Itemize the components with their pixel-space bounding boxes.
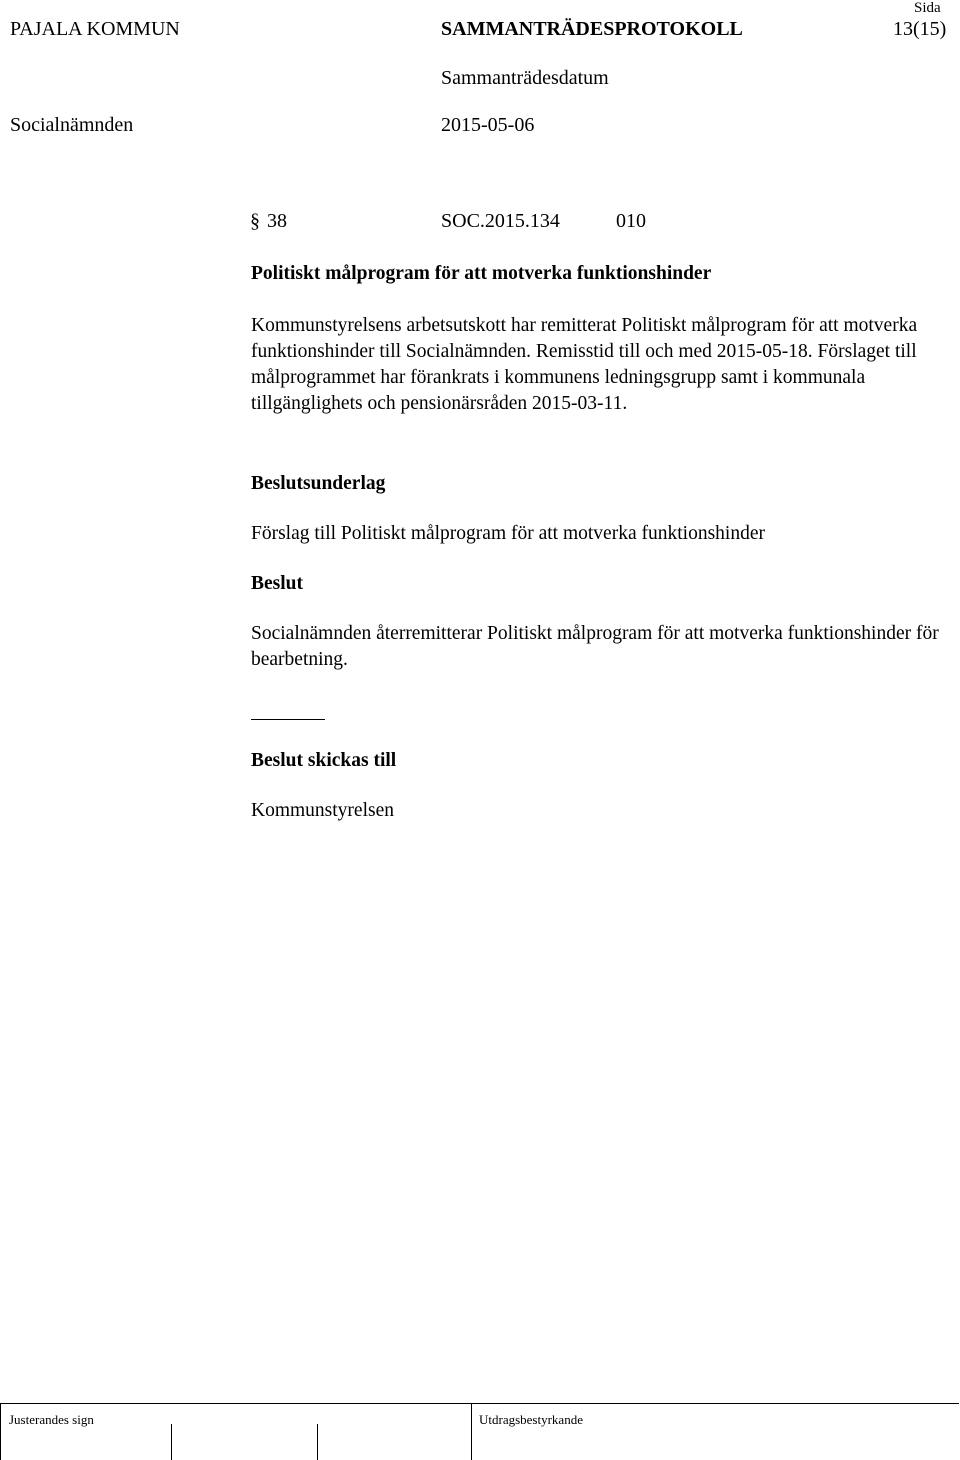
page-label: Sida — [914, 0, 941, 16]
separator-line — [251, 719, 325, 720]
signature-footer — [0, 1403, 959, 1460]
decision-text: Socialnämnden återremitterar Politiskt målprogram för att motverka funktionshinder för bearbetning. — [251, 623, 939, 670]
case-code: 010 — [616, 210, 646, 232]
decision-heading: Beslut — [251, 573, 304, 594]
document-title: SAMMANTRÄDESPROTOKOLL — [441, 18, 743, 40]
decision-basis-heading: Beslutsunderlag — [251, 473, 386, 494]
organization-name: PAJALA KOMMUN — [10, 18, 180, 40]
footer-center-divider — [471, 1404, 472, 1460]
recipients-heading: Beslut skickas till — [251, 750, 397, 771]
signature-box-divider — [171, 1424, 172, 1460]
item-title: Politiskt målprogram för att motverka funktionshinder — [251, 263, 712, 284]
page-number: 13(15) — [893, 18, 947, 40]
meeting-date-label: Sammanträdesdatum — [441, 67, 609, 89]
item-body-text: Kommunstyrelsens arbetsutskott har remitterat Politiskt målprogram för att motverka funktionshinder till Socialnämnden. Remisstid till och med 2015-05-18. Förslaget till målprogrammet har förankrats i kommunens ledningsgrupp samt i kommunala tillgänglighets och pensionärsråden 2015-03-11. — [251, 315, 918, 414]
decision-basis-text: Förslag till Politiskt målprogram för att motverka funktionshinder — [251, 523, 765, 544]
case-reference: SOC.2015.134 — [441, 210, 560, 232]
committee-name: Socialnämnden — [10, 114, 134, 136]
recipients-text: Kommunstyrelsen — [251, 800, 394, 821]
utdragsbestyrkande-label: Utdragsbestyrkande — [479, 1412, 583, 1427]
signature-box-divider — [317, 1424, 318, 1460]
meeting-date: 2015-05-06 — [441, 114, 535, 136]
justerandes-sign-label: Justerandes sign — [9, 1412, 94, 1427]
paragraph-sign: § — [250, 210, 260, 232]
paragraph-number: 38 — [267, 210, 287, 232]
